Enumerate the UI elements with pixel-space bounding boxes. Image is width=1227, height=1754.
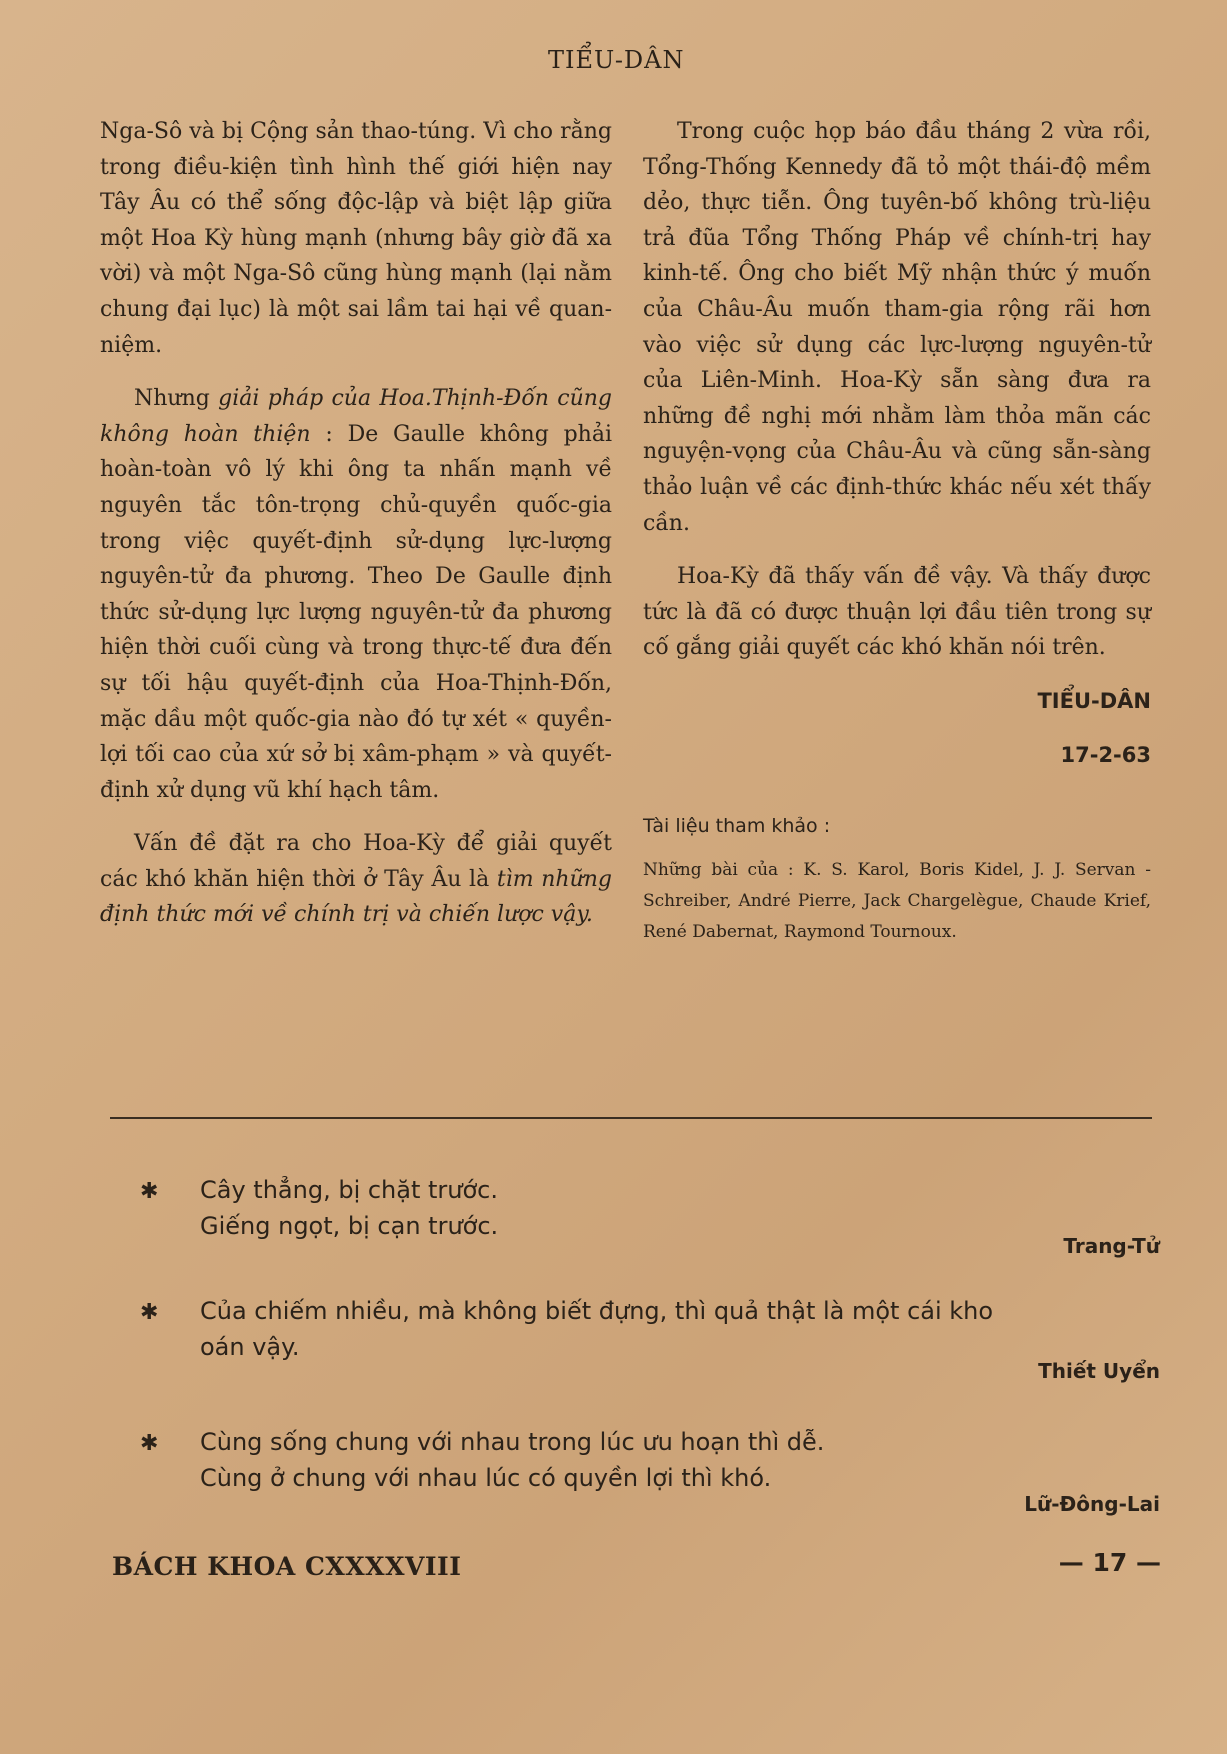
paragraph: Hoa-Kỳ đã thấy vấn đề vậy. Và thấy được tức là đã có được thuận lợi đầu tiên trong sự cố gắng giải quyết các khó khăn nói trên. xyxy=(643,564,1151,661)
quote-item xyxy=(140,1293,1160,1383)
references-title: Tài liệu tham khảo : xyxy=(643,815,831,838)
paragraph: Nga-Sô và bị Cộng sản thao-túng. Vì cho rằng trong điều-kiện tình hình thế giới hiện nay Tây Âu có thể sống độc-lập và biệt lập giữa một Hoa Kỳ hùng mạnh (nhưng bây giờ đã xa vời) và một Nga-Sô cũng hùng mạnh (lại nằm chung đại lục) là một sai lầm tai hại về quan-niệm. xyxy=(100,119,612,358)
author-signature: TIỂU-DÂN xyxy=(1037,688,1151,713)
quote-item xyxy=(140,1172,1160,1258)
italic-phrase: tìm những định thức mới về chính trị và chiến lược vậy. xyxy=(100,866,612,928)
references-body: Những bài của : K. S. Karol, Boris Kidel, J. J. Servan - Schreiber, André Pierre, Jack Chargelègue, Chaude Krief, René Dabernat, Raymond Tournoux. xyxy=(643,859,1151,942)
left-column xyxy=(100,114,612,951)
paragraph: Nhưng giải pháp của Hoa.Thịnh-Đốn cũng không hoàn thiện : De Gaulle không phải hoàn-toàn vô lý khi ông ta nhấn mạnh về nguyên tắc tôn-trọng chủ-quyền quốc-gia trong việc quyết-định sử-dụng lực-lượng nguyên-tử đa phương. Theo De Gaulle định thức sử-dụng lực lượng nguyên-tử đa phương hiện thời cuối cùng và trong thực-tế đưa đến sự tối hậu quyết-định của Hoa-Thịnh-Đốn, mặc dầu một quốc-gia nào đó tự xét « quyền-lợi tối cao của xứ sở bị xâm-phạm » và quyết-định xử dụng vũ khí hạch tâm. xyxy=(100,386,612,803)
quote-author: Thiết Uyển xyxy=(1038,1359,1160,1383)
star-icon: ✱ xyxy=(140,1179,159,1204)
italic-phrase: giải pháp của Hoa.Thịnh-Đốn cũng không hoàn thiện xyxy=(100,386,612,447)
divider xyxy=(110,1117,1152,1119)
quote-author: Lữ-Đông-Lai xyxy=(1024,1492,1160,1516)
quote-line: Của chiếm nhiều, mà không biết đựng, thì quả thật là một cái kho xyxy=(200,1297,994,1325)
paragraph: Vấn đề đặt ra cho Hoa-Kỳ để giải quyết các khó khăn hiện thời ở Tây Âu là tìm những định thức mới về chính trị và chiến lược vậy. xyxy=(100,831,612,928)
star-icon: ✱ xyxy=(140,1300,159,1325)
quote-line: oán vậy. xyxy=(200,1333,300,1361)
page-number: — 17 — xyxy=(1058,1548,1161,1577)
quote-item xyxy=(140,1424,1160,1516)
quote-line: Cùng sống chung với nhau trong lúc ưu hoạn thì dễ. xyxy=(200,1428,825,1456)
star-icon: ✱ xyxy=(140,1431,159,1456)
quote-line: Cây thẳng, bị chặt trước. xyxy=(200,1176,499,1204)
quote-author: Trang-Tử xyxy=(1063,1234,1160,1258)
running-header: TIỂU-DÂN xyxy=(548,46,685,74)
article-date: 17-2-63 xyxy=(1060,742,1151,767)
right-column xyxy=(643,114,1151,948)
publication-name: BÁCH KHOA CXXXXVIII xyxy=(112,1552,462,1581)
quote-line: Cùng ở chung với nhau lúc có quyền lợi thì khó. xyxy=(200,1464,772,1492)
paragraph: Trong cuộc họp báo đầu tháng 2 vừa rồi, Tổng-Thống Kennedy đã tỏ một thái-độ mềm dẻo, thực tiễn. Ông tuyên-bố không trù-liệu trả đũa Tổng Thống Pháp về chính-trị hay kinh-tế. Ông cho biết Mỹ nhận thức ý muốn của Châu-Âu muốn tham-gia rộng rãi hơn vào việc sử dụng các lực-lượng nguyên-tử của Liên-Minh. Hoa-Kỳ sẵn sàng đưa ra những đề nghị mới nhằm làm thỏa mãn các nguyện-vọng của Châu-Âu và cũng sẵn-sàng thảo luận về các định-thức khác nếu xét thấy cần. xyxy=(643,119,1151,536)
quote-line: Giếng ngọt, bị cạn trước. xyxy=(200,1212,499,1240)
